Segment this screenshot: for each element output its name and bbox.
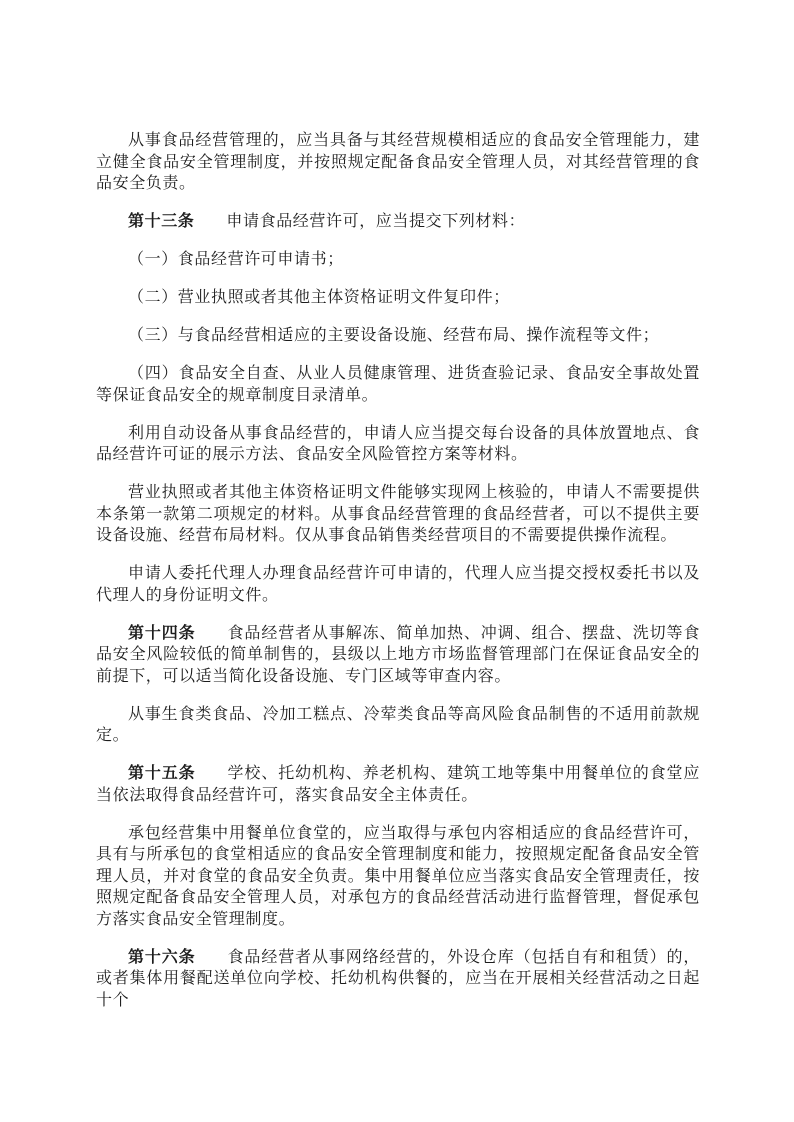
article-number: 第十三条 — [128, 213, 195, 230]
article-number: 第十四条 — [128, 624, 196, 642]
paragraph-list-item-2 — [96, 287, 700, 309]
paragraph-text: （一）食品经营许可申请书； — [128, 251, 344, 268]
paragraph-text: 承包经营集中用餐单位食堂的，应当取得与承包内容相适应的食品经营许可，具有与所承包的食堂相适应的食品安全管理制度和能力，按照规定配备食品安全管理人员，并对食堂的食品安全负责。集中用餐单位应当落实食品安全管理责任，按照规定配备食品安全管理人员，对承包方的食品经营活动进行监督管理，督促承包方落实食品安全管理制度。 — [96, 824, 700, 928]
paragraph-text: 申请人委托代理人办理食品经营许可申请的，代理人应当提交授权委托书以及代理人的身份证明文件。 — [96, 565, 700, 604]
paragraph-article-16 — [96, 947, 700, 1012]
paragraph-text: （四）食品安全自查、从业人员健康管理、进货查验记录、食品安全事故处置等保证食品安全的规章制度目录清单。 — [96, 365, 700, 404]
paragraph-text: 食品经营者从事解冻、简单加热、冲调、组合、摆盘、洗切等食品安全风险较低的简单制售的，县级以上地方市场监督管理部门在保证食品安全的前提下，可以适当简化设备设施、专门区域等审查内容。 — [96, 624, 700, 685]
paragraph-text: 学校、托幼机构、养老机构、建筑工地等集中用餐单位的食堂应当依法取得食品经营许可，落实食品安全主体责任。 — [96, 765, 700, 804]
paragraph-list-item-3 — [96, 325, 700, 347]
paragraph — [96, 704, 700, 747]
paragraph — [96, 423, 700, 466]
paragraph-list-item-1 — [96, 249, 700, 271]
paragraph-text: 利用自动设备从事食品经营的，申请人应当提交每台设备的具体放置地点、食品经营许可证的展示方法、食品安全风险管控方案等材料。 — [96, 424, 700, 463]
paragraph-text: 申请食品经营许可，应当提交下列材料： — [226, 213, 526, 230]
paragraph-text: 食品经营者从事网络经营的，外设仓库（包括自有和租赁）的，或者集体用餐配送单位向学校、托幼机构供餐的，应当在开展相关经营活动之日起十个 — [96, 948, 700, 1009]
paragraph-article-15 — [96, 763, 700, 806]
paragraph — [96, 482, 700, 547]
paragraph — [96, 130, 700, 195]
paragraph-list-item-4 — [96, 363, 700, 406]
paragraph-text: （二）营业执照或者其他主体资格证明文件复印件； — [128, 289, 510, 306]
paragraph-text: 营业执照或者其他主体资格证明文件能够实现网上核验的，申请人不需要提供本条第一款第二项规定的材料。从事食品经营管理的食品经营者，可以不提供主要设备设施、经营布局材料。仅从事食品销售类经营项目的不需要提供操作流程。 — [96, 484, 700, 544]
article-number: 第十六条 — [128, 948, 196, 966]
paragraph-article-14 — [96, 623, 700, 688]
paragraph-text: 从事生食类食品、冷加工糕点、冷荤类食品等高风险食品制售的不适用前款规定。 — [96, 705, 700, 744]
paragraph-text: （三）与食品经营相适应的主要设备设施、经营布局、操作流程等文件； — [128, 327, 660, 344]
paragraph-article-13 — [96, 211, 700, 233]
paragraph — [96, 563, 700, 606]
article-number: 第十五条 — [128, 765, 196, 782]
paragraph — [96, 823, 700, 931]
paragraph-text: 从事食品经营管理的，应当具备与其经营规模相适应的食品安全管理能力，建立健全食品安全管理制度，并按照规定配备食品安全管理人员，对其经营管理的食品安全负责。 — [96, 132, 700, 192]
